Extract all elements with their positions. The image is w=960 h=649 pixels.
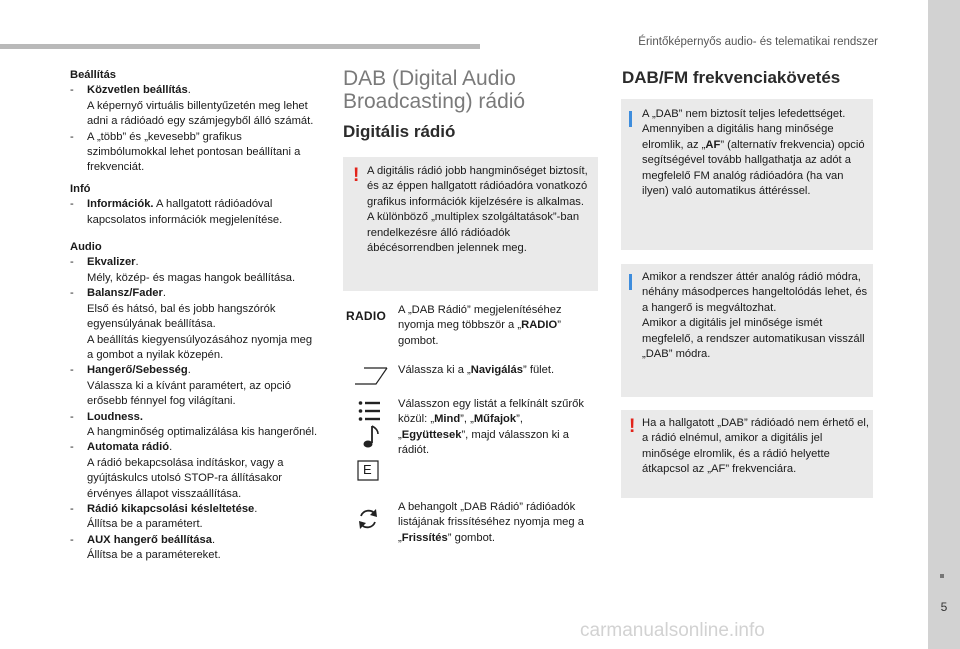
list-item: - Balansz/Fader. Első és hátsó, bal és jobb hangszórók egyensúlyának beállítása. A beállítás kiegyensúlyozásához nyomja meg a gombot a nyilak közepén. xyxy=(70,287,313,361)
header-rule xyxy=(0,44,480,49)
page-number: 5 xyxy=(940,600,948,614)
list-item: - Rádió kikapcsolási késleltetése. Állítsa be a paramétert. xyxy=(70,502,258,531)
step-navigate-text: Válassza ki a „Navigálás” fület. xyxy=(398,364,555,376)
delay-text: Állítsa be a paramétert. xyxy=(87,518,203,531)
info-icon xyxy=(629,111,632,127)
list-item: - A „több” és „kevesebb” grafikus szimbólumokkal lehet pontosan beállítani a frekvenciát. xyxy=(70,130,320,176)
list-icon xyxy=(358,400,380,422)
autoradio-label: Automata rádió xyxy=(87,441,170,454)
settings-heading: Beállítás xyxy=(70,69,117,81)
page-marker xyxy=(940,574,944,578)
navigation-tab-icon xyxy=(354,366,388,386)
list-item: - Információk. A hallgatott rádióadóval kapcsolatos információk megjelenítése. xyxy=(70,198,283,226)
step-radio-text: A „DAB Rádió” megjelenítéséhez nyomja meg többször a „RADIO” gombot. xyxy=(398,304,562,347)
aux-text: Állítsa be a paramétereket. xyxy=(87,549,221,562)
step-filter-text: Válasszon egy listát a felkínált szűrők közül: „Mind”, „Műfajok”, „Együttesek”, majd válasszon ki a rádiót. xyxy=(398,398,584,457)
info-label: Információk. xyxy=(87,198,154,211)
loudness-text: A hangminőség optimalizálása kis hangerőnél. xyxy=(87,425,318,438)
warning-text: Ha a hallgatott „DAB” rádióadó nem érhető el, a rádió elnémul, amikor a digitális jel minősége elromlik, és a rádió helyette átkapcsol az „AF” frekvenciára. xyxy=(642,417,869,476)
list-item: - Ekvalizer. Mély, közép- és magas hangok beállítása. xyxy=(70,256,296,284)
loudness-label: Loudness. xyxy=(87,410,143,423)
e-filter-icon: E xyxy=(356,458,380,482)
eq-text: Mély, közép- és magas hangok beállítása. xyxy=(87,271,296,284)
info-box xyxy=(621,264,873,397)
info-icon xyxy=(629,274,632,290)
autoradio-text: A rádió bekapcsolása indításkor, vagy a gyújtáskulcs utolsó STOP-ra állításakor érvényes állapot visszaállítása. xyxy=(87,456,284,500)
warning-box xyxy=(621,410,873,498)
list-item: - AUX hangerő beállítása. Állítsa be a paramétereket. xyxy=(70,533,221,562)
eq-label: Ekvalizer xyxy=(87,256,136,269)
audio-heading: Audio xyxy=(70,241,102,254)
dab-title: DAB (Digital Audio Broadcasting) rádió xyxy=(343,67,526,113)
step-refresh-text: A behangolt „DAB Rádió” rádióadók listájának frissítéséhez nyomja meg a „Frissítés” gombot. xyxy=(398,501,584,544)
balance-hint: A beállítás kiegyensúlyozásához nyomja meg a gombot a nyilak közepén. xyxy=(87,333,313,361)
list-item: - Automata rádió. A rádió bekapcsolása indításkor, vagy a gyújtáskulcs utolsó STOP-ra állításakor érvényes állapot visszaállítása. xyxy=(70,441,284,500)
info-text: A hallgatott rádióadóval kapcsolatos információk megjelenítése. xyxy=(87,198,283,226)
info-text: A „DAB” nem biztosít teljes lefedettséget. Amennyiben a digitális hang minősége elromlik, az „AF” (alternatív frekvencia) opció segítségével tovább hallgathatja az adót a megfelelő FM analóg rádióadóra (ha van ilyen) való automatikus áttéréssel. xyxy=(642,108,865,198)
more-less-text: A „több” és „kevesebb” grafikus szimbólumokkal lehet pontosan beállítani a frekvenciát. xyxy=(87,130,301,174)
digital-radio-title: Digitális rádió xyxy=(343,122,456,141)
warning-box xyxy=(343,157,598,291)
settings-column xyxy=(70,68,320,564)
music-note-icon xyxy=(362,424,380,450)
radio-button-icon: RADIO xyxy=(346,309,387,323)
warning-icon: ! xyxy=(353,165,360,186)
direct-settings-text: A képernyő virtuális billentyűzetén meg lehet adni a rádióadó egy számjegyből álló számát. xyxy=(87,99,314,128)
page-edge-tab xyxy=(928,0,960,649)
list-item: - Loudness. A hangminőség optimalizálása kis hangerőnél. xyxy=(70,410,318,438)
watermark: carmanualsonline.info xyxy=(580,620,765,641)
warning-icon: ! xyxy=(629,416,636,437)
section-header: Érintőképernyős audio- és telematikai rendszer xyxy=(638,36,878,48)
balance-text: Első és hátsó, bal és jobb hangszórók egyensúlyának beállítása. xyxy=(87,302,276,331)
direct-settings-label: Közvetlen beállítás xyxy=(87,84,188,97)
info-heading: Infó xyxy=(70,182,91,195)
balance-label: Balansz/Fader xyxy=(87,287,163,300)
volume-label: Hangerő/Sebesség xyxy=(87,364,188,377)
list-item: - Közvetlen beállítás. A képernyő virtuális billentyűzetén meg lehet adni a rádióadó egy számjegyből álló számát. xyxy=(70,84,314,128)
warning-text: A digitális rádió jobb hangminőséget biztosít, és az éppen hallgatott rádióadóra vonatkozó grafikus információk kijelzésére is alkalmas. A különböző „multiplex szolgáltatások”-ban rendelkezésre álló rádióadók ábécésorrendben jelennek meg. xyxy=(367,165,588,255)
volume-text: Válassza ki a kívánt paramétert, az opció erősebb fénnyel fog világítani. xyxy=(87,379,291,408)
list-item: - Hangerő/Sebesség. Válassza ki a kívánt paramétert, az opció erősebb fénnyel fog világítani. xyxy=(70,364,291,408)
aux-label: AUX hangerő beállítása xyxy=(87,533,212,546)
delay-label: Rádió kikapcsolási késleltetése xyxy=(87,502,255,515)
info-box xyxy=(621,99,873,250)
refresh-icon xyxy=(357,508,379,530)
info-text: Amikor a rendszer áttér analóg rádió módra, néhány másodperces hangeltolódás lehet, és a hangerő is megváltozhat. Amikor a digitális jel minősége ismét megfelelő, a rendszer automatikusan visszáll „DAB” módra. xyxy=(642,271,868,361)
dab-fm-title: DAB/FM frekvenciakövetés xyxy=(622,68,841,87)
